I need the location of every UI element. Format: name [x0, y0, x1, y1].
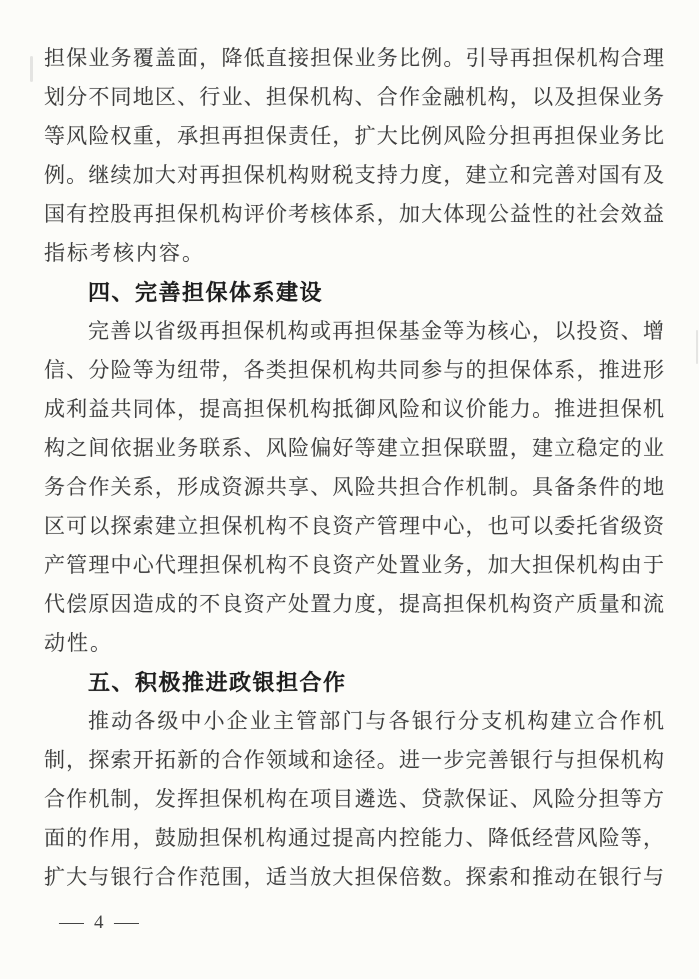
page-body [44, 39, 664, 897]
page-number: 4 [94, 912, 104, 933]
scan-artifact [30, 56, 33, 82]
paragraph-2-line-6: 区可以探索建立担保机构不良资产管理中心，也可以委托省级资 [44, 514, 664, 538]
paragraph-1-line-3: 等风险权重，承担再担保责任，扩大比例风险分担再担保业务比 [44, 124, 664, 148]
section-heading-5: 五、积极推进政银担合作 [88, 670, 347, 695]
paragraph-3-line-5: 扩大与银行合作范围，适当放大担保倍数。探索和推动在银行与 [44, 865, 664, 889]
paragraph-2-line-2: 信、分险等为纽带，各类担保机构共同参与的担保体系，推进形 [44, 358, 664, 382]
paragraph-1-line-5: 国有控股再担保机构评价考核体系，加大体现公益性的社会效益 [44, 202, 664, 226]
section-heading-4: 四、完善担保体系建设 [88, 280, 324, 305]
paragraph-2-line-5: 务合作关系，形成资源共享、风险共担合作机制。具备条件的地 [44, 475, 664, 499]
paragraph-2-line-9: 动性。 [44, 631, 113, 655]
paragraph-2-line-8: 代偿原因造成的不良资产处置力度，提高担保机构资产质量和流 [44, 592, 664, 616]
paragraph-2-line-3: 成利益共同体，提高担保机构抵御风险和议价能力。推进担保机 [44, 397, 664, 421]
paragraph-3-line-3: 合作机制，发挥担保机构在项目遴选、贷款保证、风险分担等方 [44, 787, 664, 811]
paragraph-2-line-1: 完善以省级再担保机构或再担保基金等为核心，以投资、增 [88, 319, 664, 343]
paragraph-1-line-1: 担保业务覆盖面，降低直接担保业务比例。引导再担保机构合理 [44, 46, 664, 70]
scan-artifact [696, 330, 698, 364]
paragraph-1-line-6: 指标考核内容。 [44, 241, 205, 265]
footer-dash-left: — [59, 912, 84, 933]
paragraph-3-line-1: 推动各级中小企业主管部门与各银行分支机构建立合作机 [88, 709, 664, 733]
paragraph-3-line-4: 面的作用，鼓励担保机构通过提高内控能力、降低经营风险等， [44, 826, 664, 850]
paragraph-2-line-7: 产管理中心代理担保机构不良资产处置业务，加大担保机构由于 [44, 553, 664, 577]
paragraph-1-line-2: 划分不同地区、行业、担保机构、合作金融机构，以及担保业务 [44, 85, 664, 109]
paragraph-3-line-2: 制，探索开拓新的合作领域和途径。进一步完善银行与担保机构 [44, 748, 664, 772]
paragraph-1-line-4: 例。继续加大对再担保机构财税支持力度，建立和完善对国有及 [44, 163, 664, 187]
footer-dash-right: — [113, 912, 139, 933]
paragraph-2-line-4: 构之间依据业务联系、风险偏好等建立担保联盟，建立稳定的业 [44, 436, 664, 460]
page-footer [59, 912, 139, 934]
